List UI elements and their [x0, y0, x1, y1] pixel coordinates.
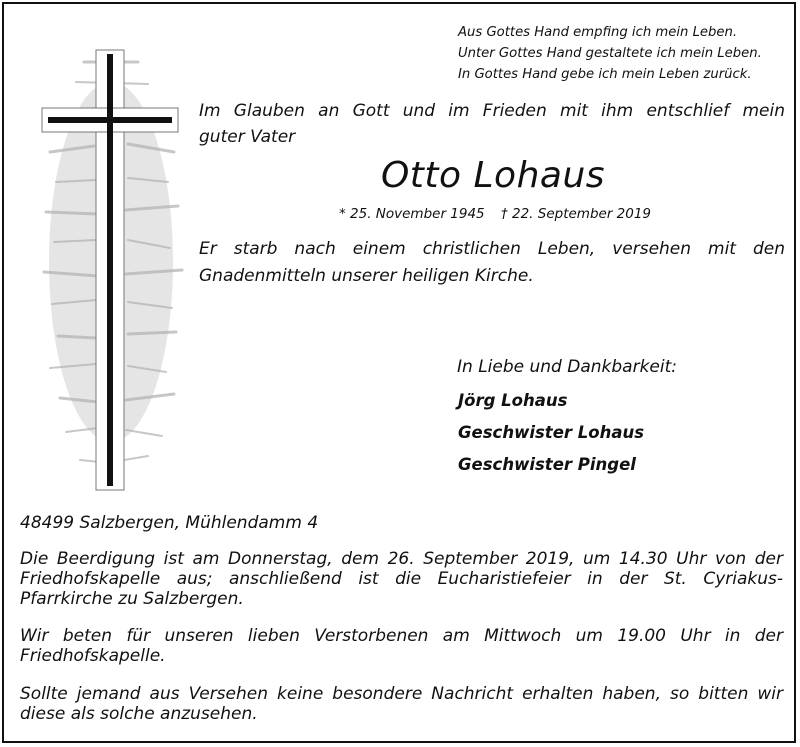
- scripture-motto: [458, 22, 788, 85]
- description-line: Gnadenmitteln unserer heiligen Kirche.: [199, 266, 534, 286]
- birth-date: * 25. November 1945: [338, 206, 485, 222]
- motto-line: Aus Gottes Hand empfing ich mein Leben.: [458, 25, 738, 40]
- mourners-heading: In Liebe und Dankbarkeit:: [457, 357, 677, 377]
- mourner-name: Jörg Lohaus: [458, 391, 568, 410]
- notice-line: diese als solche anzusehen.: [20, 704, 258, 724]
- funeral-line: Friedhofskapelle aus; anschließend ist die Eucharistiefeier in der St. Cyriakus-: [20, 569, 783, 589]
- mourner-name: Geschwister Pingel: [458, 455, 636, 474]
- prayer-line: Friedhofskapelle.: [20, 646, 166, 666]
- description-text: [199, 236, 785, 290]
- description-line: Er starb nach einem christlichen Leben, versehen mit den: [199, 239, 785, 259]
- motto-line: In Gottes Hand gebe ich mein Leben zurück.: [458, 67, 752, 82]
- notice-text: [20, 684, 783, 724]
- intro-line: Im Glauben an Gott und im Frieden mit ihm entschlief mein: [199, 101, 785, 121]
- deceased-name: Otto Lohaus: [380, 155, 606, 196]
- notice-line: Sollte jemand aus Versehen keine besondere Nachricht erhalten haben, so bitten wir: [20, 684, 783, 704]
- prayer-line: Wir beten für unseren lieben Verstorbenen am Mittwoch um 19.00 Uhr in der: [20, 626, 783, 646]
- life-dates: [330, 204, 660, 224]
- prayer-details: [20, 626, 783, 666]
- funeral-details: [20, 549, 783, 609]
- motto-line: Unter Gottes Hand gestaltete ich mein Leben.: [458, 46, 762, 61]
- funeral-line: Pfarrkirche zu Salzbergen.: [20, 589, 244, 609]
- intro-line: guter Vater: [199, 127, 296, 147]
- funeral-line: Die Beerdigung ist am Donnerstag, dem 26. September 2019, um 14.30 Uhr von der: [20, 549, 783, 569]
- cross-icon: [36, 42, 186, 492]
- address: 48499 Salzbergen, Mühlendamm 4: [20, 513, 319, 533]
- death-date: † 22. September 2019: [500, 206, 652, 222]
- intro-text: [199, 98, 785, 150]
- mourner-name: Geschwister Lohaus: [458, 423, 645, 442]
